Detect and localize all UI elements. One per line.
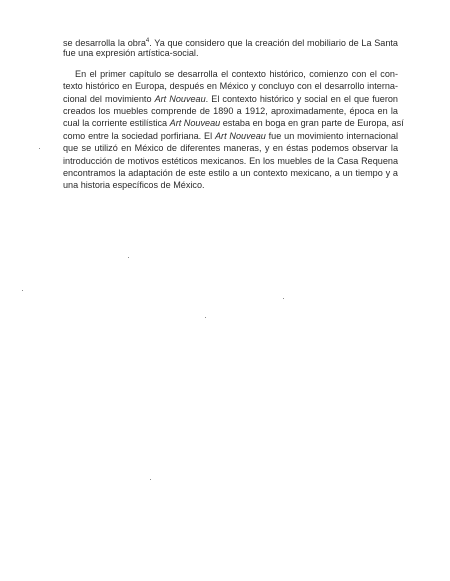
text-line xyxy=(63,142,398,154)
text-line xyxy=(63,130,398,142)
text-run: una historia específicos de México. xyxy=(63,180,205,191)
text-line xyxy=(63,93,398,105)
text-run: creados los muebles comprende de 1890 a 1912, aproximadamente, época en la xyxy=(63,105,398,116)
italic-term: Art Nouveau xyxy=(214,130,266,141)
text-run: . Ya que considero que la creación del mobiliario de La Santa xyxy=(149,38,398,48)
text-line xyxy=(63,68,398,80)
paragraph-continuation xyxy=(63,35,398,60)
text-run: cual la corriente estilística xyxy=(63,118,170,129)
text-run: texto histórico en Europa, después en México y concluyo con el desarrollo interna- xyxy=(63,81,398,92)
text-run: como entre la sociedad porfiriana. El xyxy=(63,130,215,141)
text-line xyxy=(63,47,398,59)
text-run: fue un movimiento internacional xyxy=(265,130,398,141)
scan-speck xyxy=(150,479,151,480)
text-run: estaba en boga en gran parte de Europa, así xyxy=(220,118,404,129)
text-line xyxy=(63,179,398,191)
italic-term: Art Nouveau xyxy=(154,93,206,104)
text-run: introducción de motivos estéticos mexicanos. En los muebles de la Casa Requena xyxy=(63,155,398,166)
italic-term: Art Nouveau xyxy=(169,118,221,129)
scan-speck xyxy=(283,298,284,299)
text-line xyxy=(63,117,404,129)
text-line xyxy=(63,35,398,47)
text-run: encontramos la adaptación de este estilo a un contexto mexicano, a un tiempo y a xyxy=(63,167,398,178)
text-line xyxy=(63,155,398,167)
text-run: cional del movimiento xyxy=(63,93,155,104)
text-run: que se utilizó en México de diferentes maneras, y en éstas podemos observar la xyxy=(63,143,398,154)
scan-speck xyxy=(39,148,40,149)
scan-speck xyxy=(205,317,206,318)
text-line xyxy=(63,167,398,179)
text-run: fue una expresión artística-social. xyxy=(63,48,199,59)
paragraph xyxy=(63,68,404,192)
scan-speck xyxy=(128,257,129,258)
text-line xyxy=(63,105,398,117)
footnote-marker: 4 xyxy=(145,38,150,44)
text-run: . El contexto histórico y social en el que fueron xyxy=(205,93,398,104)
text-line xyxy=(63,80,398,92)
scan-speck xyxy=(22,290,23,291)
paragraph-gap xyxy=(63,60,398,68)
body-text xyxy=(63,35,404,192)
text-run: se desarrolla la obra xyxy=(63,38,146,48)
text-run: En el primer capítulo se desarrolla el contexto histórico, comienzo con el con- xyxy=(75,68,398,79)
